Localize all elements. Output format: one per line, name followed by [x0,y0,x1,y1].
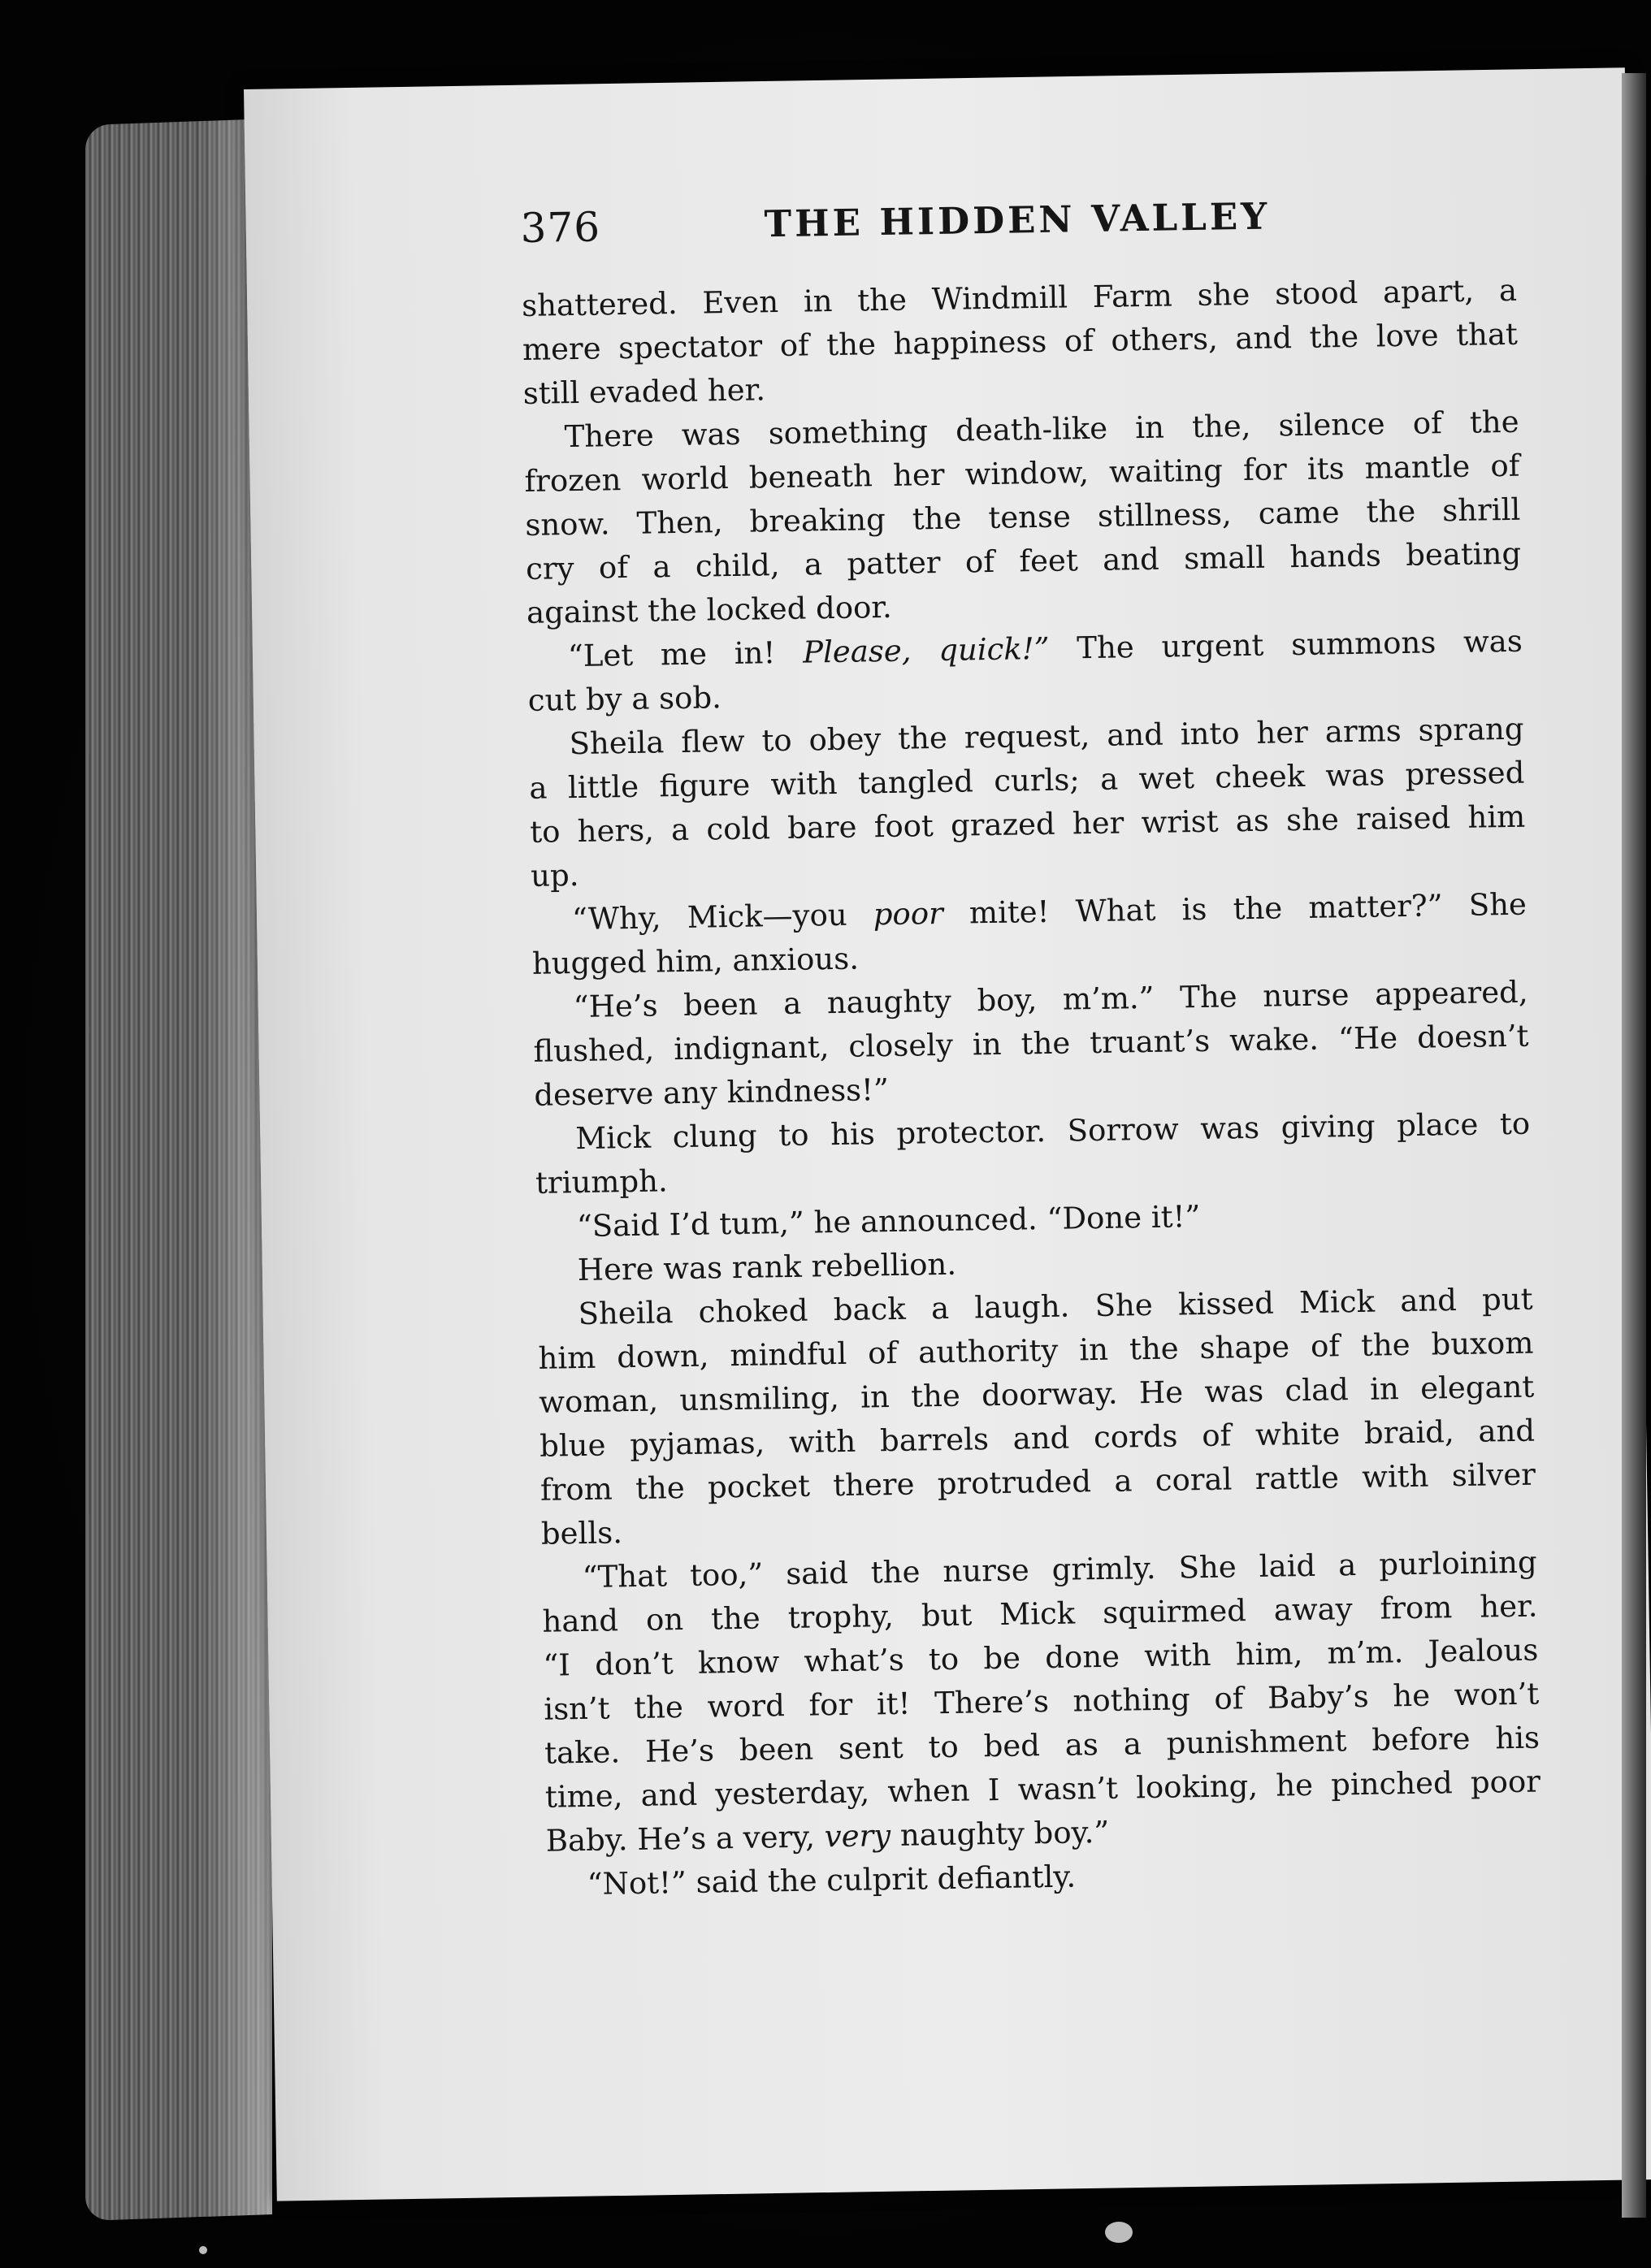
text-line: “I don’t know what’s to be done with him, m’m. Jealous [543,1632,1539,1683]
text-line: Mick clung to his protector. Sorrow was giving place to [574,1106,1531,1157]
text-segment: mite! What is the matter?” She [942,886,1528,931]
page-right-edge [1622,73,1646,2218]
body-text [522,269,1542,1907]
text-line: a little figure with tangled curls; a wet cheek was pressed [529,755,1525,806]
text-line: frozen world beneath her window, waiting for its mantle of [524,448,1520,499]
text-line: him down, mindful of authority in the shape of the buxom [538,1325,1534,1376]
running-title: THE HIDDEN VALLEY [764,194,1271,246]
page-edges [85,119,272,2221]
text-line: take. He’s been sent to bed as a punishment before his [544,1720,1540,1771]
text-line: cry of a child, a patter of feet and small hands beating [525,535,1522,586]
text-line: Sheila choked back a laugh. She kissed Mick and put [578,1281,1533,1332]
text-line: mere spectator of the happiness of others, and the love that [522,316,1519,367]
text-line: up. [530,857,579,894]
text-line: woman, unsmiling, in the doorway. He was clad in elegant [539,1369,1535,1420]
text-line: deserve any kindness!” [534,1072,890,1113]
text-line: “He’s been a naughty boy, m’m.” The nurse appeared, [573,974,1528,1025]
text-line: “That too,” said the nurse grimly. She laid a purloining [582,1544,1537,1595]
text-line: snow. Then, breaking the tense stillness, came the shrill [525,491,1521,543]
scan-speck [1105,2222,1133,2243]
text-line: cut by a sob. [527,680,722,718]
text-line: isn’t the word for it! There’s nothing of Baby’s he won’t [543,1676,1540,1727]
text-segment: The urgent summons was [1049,623,1523,666]
text-line: from the pocket there protruded a coral rattle with silver [540,1456,1536,1508]
text-line: Sheila flew to obey the request, and into her arms sprang [569,711,1524,762]
text-line: triumph. [535,1163,669,1201]
text-line: flushed, indignant, closely in the truant’s wake. “He doesn’t [533,1018,1529,1069]
text-line: “Not!” said the culprit defiantly. [587,1859,1077,1902]
text-segment: “Let me in! [567,634,804,674]
text-segment: naughty boy.” [890,1814,1110,1854]
text-line: “Said I’d tum,” he announced. “Done it!” [576,1199,1201,1244]
text-line: shattered. Even in the Windmill Farm she stood apart, a [521,272,1518,323]
italic-text: Please, quick!” [802,630,1050,670]
page-number: 376 [520,203,601,252]
text-segment: Baby. He’s a very, [545,1819,826,1859]
text-line: bells. [540,1515,623,1552]
text-line: There was something death-like in the, silence of the [564,404,1519,455]
text-line: to hers, a cold bare foot grazed her wrist as she raised him [529,799,1526,850]
italic-text: poor [873,895,944,933]
italic-text: very [824,1818,891,1855]
text-segment: “Why, Mick—you [571,897,874,937]
text-line: Here was rank rebellion. [577,1246,957,1288]
text-line: against the locked door. [526,589,893,630]
text-line: blue pyjamas, with barrels and cords of white braid, and [539,1413,1536,1464]
text-line: still evaded her. [522,372,766,411]
page-header [520,180,1517,284]
text-line: hugged him, anxious. [531,941,860,981]
text-line: time, and yesterday, when I wasn’t looking, he pinched poor [544,1764,1541,1815]
text-line: hand on the trophy, but Mick squirmed away from her. [542,1588,1538,1639]
text-block [520,180,1542,1907]
scan-speck [199,2246,207,2254]
